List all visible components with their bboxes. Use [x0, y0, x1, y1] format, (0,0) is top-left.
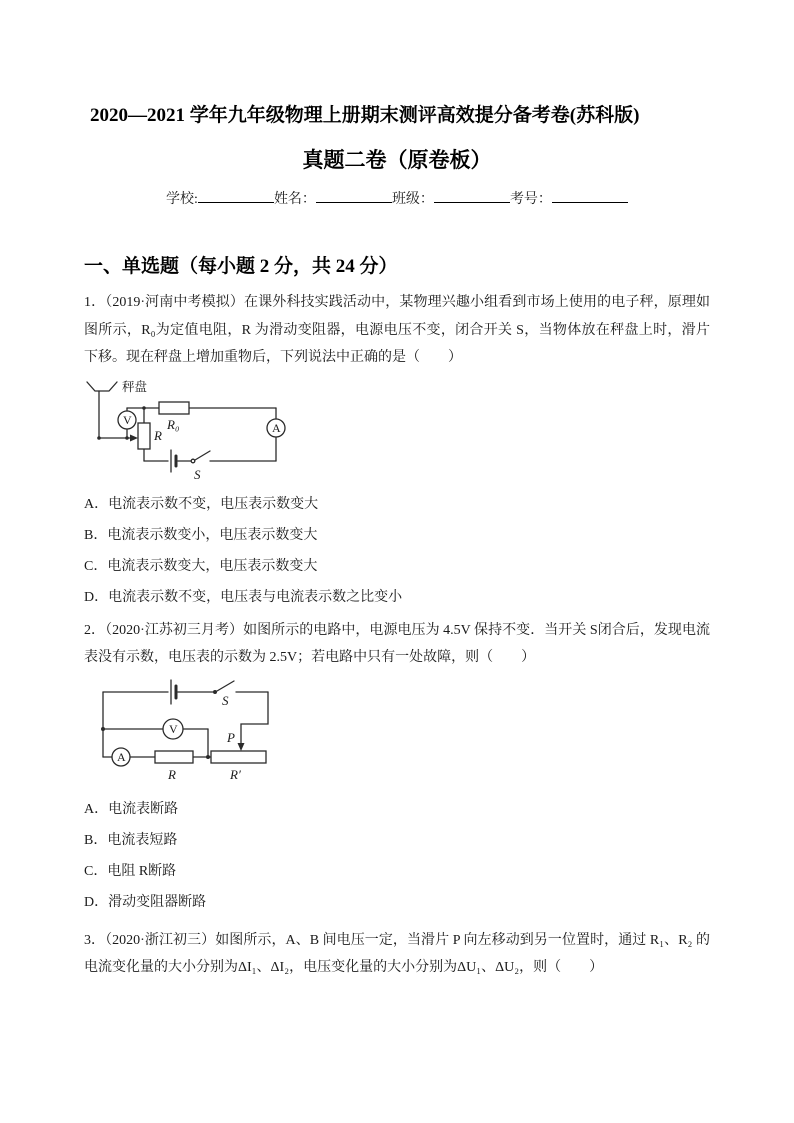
ammeter-label: A	[272, 420, 281, 435]
option-item: B．电流表示数变小，电压表示数变大	[84, 527, 318, 543]
pan-icon	[87, 382, 117, 391]
rheostat-icon	[138, 423, 150, 449]
info-field-class	[392, 187, 510, 211]
info-field-examno	[510, 187, 628, 211]
info-label-name: 姓名：	[273, 192, 316, 207]
section-heading: 一、单选题（每小题 2 分，共 24 分）	[84, 256, 398, 277]
circuit-figure-2	[86, 676, 316, 790]
info-field-name	[274, 187, 392, 211]
info-blank-class	[434, 187, 510, 203]
battery-icon	[171, 450, 176, 472]
document-title: 2020—2021 学年九年级物理上册期末测评高效提分备考卷(苏科版)	[90, 105, 640, 126]
option-item: D．滑动变阻器断路	[84, 894, 207, 910]
document-subtitle: 真题二卷（原卷板）	[302, 148, 492, 172]
info-label-class: 班级：	[391, 192, 434, 207]
question-block-2	[84, 617, 710, 918]
info-label-examno: 考号：	[509, 192, 552, 207]
student-info-line	[84, 187, 710, 211]
question-stem-2: 2．（2020·江苏初三月考）如图所示的电路中，电源电压为 4.5V 保持不变．当开关 S闭合后，发现电流表没有示数，电压表的示数为 2.5V；若电路中只有一处故障，则（ ）	[84, 622, 710, 665]
slider-arrow-icon	[238, 743, 245, 751]
question-block-1	[84, 289, 710, 613]
voltmeter-label: V	[123, 412, 132, 427]
ammeter-label: A	[117, 749, 126, 764]
slider-label: P	[227, 729, 235, 745]
switch-label: S	[194, 466, 201, 482]
question-options-1	[84, 489, 710, 613]
option-item: A．电流表示数不变，电压表示数变大	[84, 496, 319, 512]
info-field-school	[166, 187, 274, 211]
voltmeter-label: V	[169, 721, 178, 736]
resistor-icon	[155, 751, 193, 763]
resistor-label: R	[168, 766, 176, 782]
rheostat-label: R	[154, 427, 162, 443]
option-item: D．电流表示数不变，电压表与电流表示数之比变小	[84, 589, 403, 605]
info-blank-school	[198, 187, 274, 203]
option-item: C．电流表示数变大，电压表示数变大	[84, 558, 318, 574]
pan-label: 秤盘	[122, 379, 148, 394]
option-item: B．电流表短路	[84, 832, 178, 848]
question-options-2	[84, 794, 710, 918]
rheostat-icon	[211, 751, 266, 763]
slider-arrow-icon	[130, 434, 138, 441]
switch-icon	[191, 451, 210, 463]
switch-label: S	[222, 692, 229, 708]
option-item: A．电流表断路	[84, 801, 179, 817]
fixed-resistor-label: R₀	[167, 416, 180, 432]
info-blank-examno	[552, 187, 628, 203]
info-label-school: 学校:	[166, 192, 198, 207]
option-item: C．电阻 R断路	[84, 863, 177, 879]
rheostat-label: R′	[230, 766, 241, 782]
wires	[87, 379, 276, 461]
info-blank-name	[316, 187, 392, 203]
question-stem-3: 3．（2020·浙江初三）如图所示，A、B 间电压一定，当滑片 P 向左移动到另一位置时，通过 R₁、R₂ 的电流变化量的大小分别为ΔI₁、ΔI₂，电压变化量的大小分别为ΔU₁、ΔU₂，则（ ）	[84, 932, 710, 975]
fixed-resistor-icon	[159, 402, 189, 414]
battery-icon	[171, 680, 176, 704]
question-block-3	[84, 927, 710, 982]
circuit-figure-1	[86, 379, 298, 487]
question-stem-1: 1．（2019·河南中考模拟）在课外科技实践活动中，某物理兴趣小组看到市场上使用的电子秤，原理如图所示，R₀为定值电阻，R 为滑动变阻器，电源电压不变，闭合开关 S，当物体放在秤盘上时，滑片下移。现在秤盘上增加重物后，下列说法中正确的是（ ）	[84, 295, 710, 365]
